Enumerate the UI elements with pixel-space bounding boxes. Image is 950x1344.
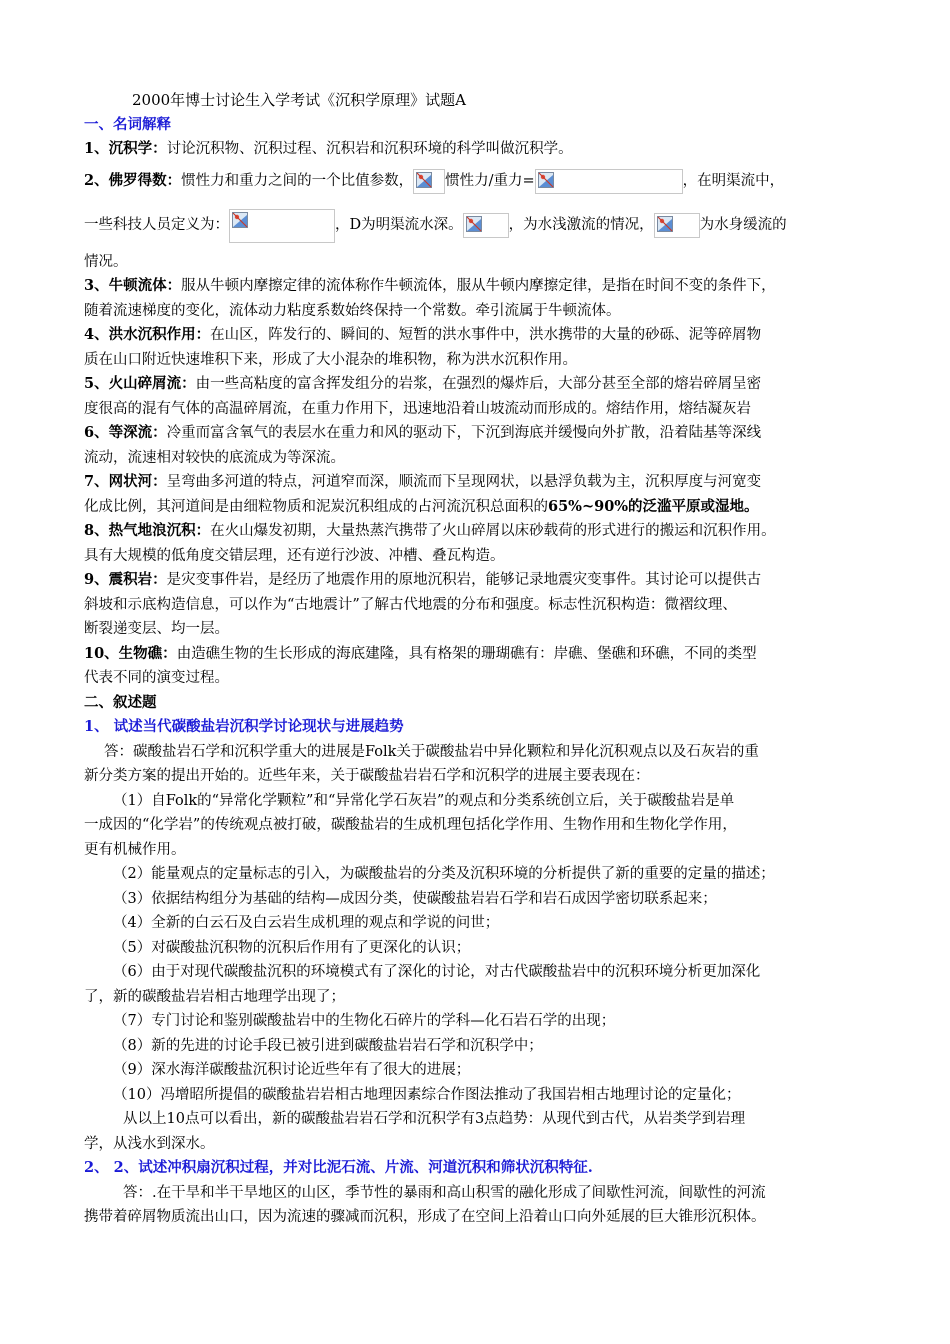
q1-point-5: （5）对碳酸盐沉积物的沉积后作用有了更深化的认识； [113,939,471,956]
term-5-cont: 度很高的混有气体的高温碎屑流，在重力作用下，迅速地沿着山坡流动而形成的。熔结作用，熔结凝灰岩 [84,400,751,417]
q2-answer-line1: 答：.在干旱和半干旱地区的山区，季节性的暴雨和高山积雪的融化形成了间歇性河流，间歇性的河流 [123,1184,766,1201]
term-5 [84,372,874,397]
formula-image-icon [229,209,335,243]
term-text: 惯性力/重力= [445,173,535,190]
term-text: 服从牛顿内摩擦定律的流体称作牛顿流体，服从牛顿内摩擦定律，是指在时间不变的条件下， [181,278,776,294]
exam-title: 2000年博士讨论生入学考试《沉积学原理》试题A [132,91,467,109]
term-10-cont: 代表不同的演变过程。 [84,670,229,686]
term-text: ，在明渠流中， [682,173,785,190]
term-label: 6、等深流： [84,424,167,441]
section1-heading: 一、名词解释 [84,115,171,133]
term-10 [84,642,874,667]
question-2-title: 2、 2、试述冲积扇沉积过程，并对比泥石流、片流、河道沉积和筛状沉积特征. [84,1159,593,1176]
term-9 [84,568,874,593]
term-label: 3、牛顿流体： [84,277,182,294]
term-8 [84,519,874,544]
term-1 [84,137,874,162]
q1-point-6-cont: 了，新的碳酸盐岩岩相古地理学出现了； [84,988,345,1005]
term-6-cont: 流动，流速相对较快的底流成为等深流。 [84,449,345,466]
term-7-cont [84,495,874,520]
term-text: ，为水浅激流的情况， [508,217,654,234]
term-text: 是灾变事件岩，是经历了地震作用的原地沉积岩，能够记录地震灾变事件。其讨论可以提供古 [166,572,762,588]
q1-point-1: （1）自Folk的“异常化学颗粒”和“异常化学石灰岩”的观点和分类系统创立后，关于碳酸盐岩是单 [113,792,735,809]
term-9-cont2: 断裂递变层、均一层。 [84,621,229,637]
term-emphasis: 65%~90%的泛滥平原或湿地。 [548,497,759,515]
term-label: 10、生物礁： [84,644,177,662]
term-text: 一些科技人员定义为： [84,217,229,234]
document-page [84,88,874,1230]
term-text: 由一些高粘度的富含挥发组分的岩浆，在强烈的爆炸后，大部分甚至全部的熔岩碎屑呈密 [195,376,762,392]
question-1-title: 1、 试述当代碳酸盐岩沉积学讨论现状与进展趋势 [84,718,404,735]
term-label: 9、震积岩： [84,571,167,588]
term-text: 冷重而富含氧气的表层水在重力和风的驱动下，下沉到海底并缓慢向外扩散，沿着陆基等深线 [166,425,762,441]
term-label: 5、火山碎屑流： [84,375,196,392]
formula-image-icon [654,213,700,238]
term-text: 在山区，阵发行的、瞬间的、短暂的洪水事件中，洪水携带的大量的砂砾、泥等碎屑物 [210,327,762,343]
q1-point-3: （3）依据结构组分为基础的结构—成因分类，使碳酸盐岩岩石学和岩石成因学密切联系起来； [113,890,717,907]
term-2-line1 [84,162,874,202]
q1-point-8: （8）新的先进的讨论手段已被引进到碳酸盐岩岩石学和沉积学中； [113,1037,543,1054]
q1-point-10: （10）冯增昭所提倡的碳酸盐岩岩相古地理因素综合作图法推动了我国岩相古地理讨论的定量化； [113,1086,741,1103]
term-text: 在火山爆发初期，大量热蒸汽携带了火山碎屑以床砂载荷的形式进行的搬运和沉积作用。 [210,523,776,539]
q1-point-9: （9）深水海洋碳酸盐沉积讨论近些年有了很大的进展； [113,1062,471,1078]
q1-point-1-cont: 一成因的“化学岩”的传统观点被打破，碳酸盐岩的生成机理包括化学作用、生物作用和生物化学作用， [84,817,737,833]
term-8-cont: 具有大规模的低角度交错层理，还有逆行沙波、冲槽、叠瓦构造。 [84,547,505,564]
q2-answer-line2: 携带着碎屑物质流出山口，因为流速的骤减而沉积，形成了在空间上沿着山口向外延展的巨大锥形沉积体。 [84,1209,766,1225]
term-label: 2、佛罗得数： [84,172,182,190]
term-4-cont: 质在山口附近快速堆积下来，形成了大小混杂的堆积物，称为洪水沉积作用。 [84,351,577,368]
q1-point-7: （7）专门讨论和鉴别碳酸盐岩中的生物化石碎片的学科—化石岩石学的出现； [113,1013,616,1029]
term-4 [84,323,874,348]
term-text: 情况。 [84,253,128,270]
formula-image-icon [535,169,683,194]
q1-point-2: （2）能量观点的定量标志的引入，为碳酸盐岩的分类及沉积环境的分析提供了新的重要的定量的描述； [113,866,775,882]
q1-point-1-cont2: 更有机械作用。 [84,841,186,858]
term-text: ，D为明渠流水深。 [335,217,463,234]
term-text: 为水身缓流的 [699,217,787,234]
q1-answer-line2: 新分类方案的提出开始的。近些年来，关于碳酸盐岩岩石学和沉积学的进展主要表现在： [84,768,650,784]
term-text: 化成比例，其河道间是由细粒物质和泥炭沉积组成的占河流沉积总面积的 [84,498,548,515]
term-text: 呈弯曲多河道的特点，河道窄而深，顺流而下呈现网状，以悬浮负载为主，沉积厚度与河宽变 [166,474,762,490]
term-label: 4、洪水沉积作用： [84,326,211,343]
term-text: 讨论沉积物、沉积过程、沉积岩和沉积环境的科学叫做沉积学。 [166,141,573,157]
term-label: 7、网状河： [84,473,167,490]
term-label: 1、沉积学： [84,140,167,157]
formula-image-icon [413,169,445,194]
section2-heading: 二、叙述题 [84,693,157,711]
q1-point-4: （4）全新的白云石及白云岩生成机理的观点和学说的问世； [113,915,500,931]
term-3 [84,274,874,299]
q1-answer-line1: 答：碳酸盐岩石学和沉积学重大的进展是Folk关于碳酸盐岩中异化颗粒和异化沉积观点以及石灰岩的重 [104,743,759,760]
q1-point-6: （6）由于对现代碳酸盐沉积的环境模式有了深化的讨论，对古代碳酸盐岩中的沉积环境分析更加深化 [113,964,761,980]
term-text: 由造礁生物的生长形成的海底建隆，具有格架的珊瑚礁有：岸礁、堡礁和环礁，不同的类型 [176,645,757,662]
formula-image-icon [463,213,509,238]
term-7 [84,470,874,495]
term-6 [84,421,874,446]
term-2-line3 [84,250,874,275]
term-text: 惯性力和重力之间的一个比值参数， [181,173,414,190]
term-label: 8、热气地浪沉积： [84,522,211,539]
q1-conclusion-cont: 学，从浅水到深水。 [84,1135,215,1152]
q1-conclusion: 从以上10点可以看出，新的碳酸盐岩岩石学和沉积学有3点趋势：从现代到古代，从岩类学到岩理 [123,1111,746,1127]
term-3-cont: 随着流速梯度的变化，流体动力粘度系数始终保持一个常数。牵引流属于牛顿流体。 [84,302,621,319]
term-9-cont: 斜坡和示底构造信息，可以作为“古地震计”了解古代地震的分布和强度。标志性沉积构造：微褶纹理、 [84,596,737,613]
term-2-line2 [84,202,874,250]
